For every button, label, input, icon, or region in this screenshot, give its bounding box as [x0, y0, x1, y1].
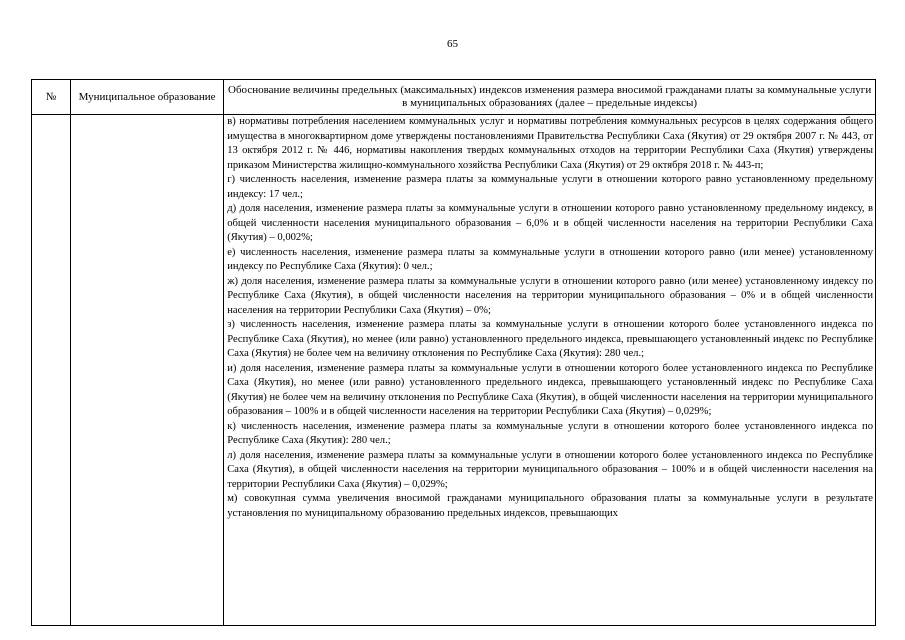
paragraph-d: д) доля населения, изменение размера платы за коммунальные услуги в отношении которого равно установленному предельному индексу, в общей численности населения муниципального образования – 6,0% и в общей численности населения на территории Республики Саха (Якутия) – 0,002%;	[227, 203, 873, 243]
paragraph-g: г) численность населения, изменение размера платы за коммунальные услуги в отношении которого равно установленному предельному индексу: 17 чел.;	[227, 174, 873, 200]
paragraph-e: е) численность населения, изменение размера платы за коммунальные услуги в отношении которого равно (или менее) установленному индексу по Республике Саха (Якутия): 0 чел.;	[227, 246, 873, 272]
page-number: 65	[447, 38, 458, 50]
paragraph-z: з) численность населения, изменение размера платы за коммунальные услуги в отношении которого более установленного индекса по Республике Саха (Якутия), но менее (или равно) установленного предельного индекса, превышающего установленный индекс по Республике Саха (Якутия) не более чем на величину отклонения по Республике Саха (Якутия): 280 чел.;	[227, 319, 873, 359]
header-municipality: Муниципальное образование	[71, 80, 224, 115]
paragraph-m: м) совокупная сумма увеличения вносимой гражданами муниципального образования платы за коммунальные услуги в результате установления по муниципальному образованию предельных индексов, превышающих	[227, 493, 873, 519]
cell-justification	[224, 115, 876, 626]
table-header-row	[32, 80, 876, 115]
paragraph-zh: ж) доля населения, изменение размера платы за коммунальные услуги в отношении которого равно (или менее) установленному индексу по Республике Саха (Якутия), в общей численности населения на территории муниципального образования – 0% и в общей численности населения на территории Республики Саха (Якутия) – 0%;	[227, 275, 873, 316]
justification-table	[31, 79, 876, 626]
cell-number	[32, 115, 71, 626]
header-number: №	[32, 80, 71, 115]
cell-municipality	[71, 115, 224, 626]
table-row	[32, 115, 876, 626]
header-justification: Обоснование величины предельных (максимальных) индексов изменения размера вносимой гражданами платы за коммунальные услуги в муниципальных образованиях (далее – предельные индексы)	[224, 80, 876, 115]
paragraph-v: в) нормативы потребления населением коммунальных услуг и нормативы потребления коммунальных ресурсов в целях содержания общего имущества в многоквартирном доме утверждены постановлениями Правительства Республики Саха (Якутия) от 29 октября 2007 г. № 443, от 13 октября 2012 г. № 446, нормативы накопления твердых коммунальных отходов на территории Республики Саха (Якутия) утверждены приказом Министерства жилищно-коммунального хозяйства Республики Саха (Якутия) от 29 октября 2018 г. № 443-п;	[227, 116, 873, 171]
paragraph-l: л) доля населения, изменение размера платы за коммунальные услуги в отношении которого более установленного индекса по Республике Саха (Якутия), в общей численности населения на территории муниципального образования – 100% и в общей численности населения на территории Республики Саха (Якутия) – 0,029%;	[227, 449, 873, 490]
paragraph-k: к) численность населения, изменение размера платы за коммунальные услуги в отношении которого более установленного индекса по Республике Саха (Якутия): 280 чел.;	[227, 420, 873, 446]
paragraph-i: и) доля населения, изменение размера платы за коммунальные услуги в отношении которого более установленного индекса по Республике Саха (Якутия), но менее (или равно) установленного предельного индекса, превышающего установленный индекс по Республике Саха (Якутия) не более чем на величину отклонения по Республике Саха (Якутия), в общей численности населения на территории муниципального образования – 100% и в общей численности населения на территории Республики Саха (Якутия) – 0,029%;	[227, 362, 873, 417]
